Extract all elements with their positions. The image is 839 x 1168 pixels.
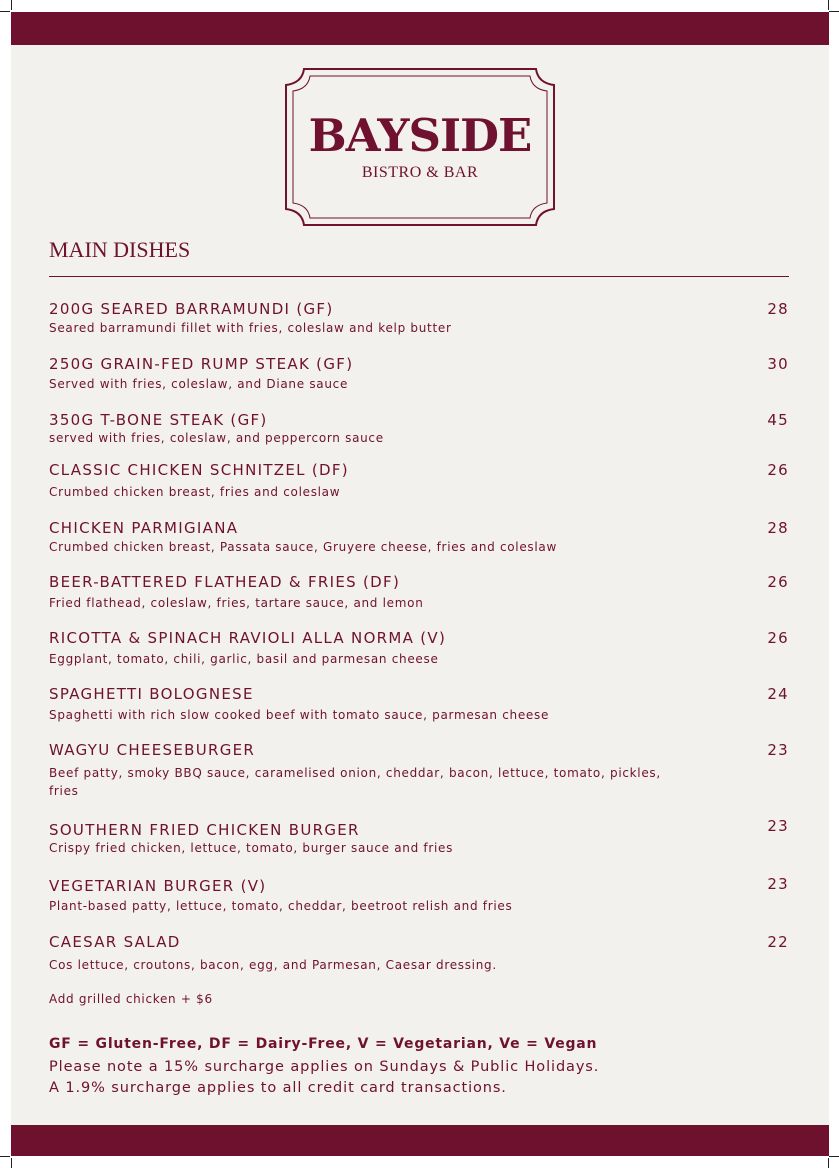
- section-title: MAIN DISHES: [49, 237, 191, 262]
- item-name: 350G T-BONE STEAK (GF): [49, 411, 268, 429]
- item-name: BEER-BATTERED FLATHEAD & FRIES (DF): [49, 573, 401, 591]
- item-price: 24: [767, 685, 789, 703]
- crop-mark: [0, 11, 10, 12]
- item-description: Crispy fried chicken, lettuce, tomato, burger sauce and fries: [49, 841, 454, 855]
- item-price: 26: [767, 629, 789, 647]
- item-name: CAESAR SALAD: [49, 933, 181, 951]
- bottom-band: [11, 1125, 829, 1156]
- crop-mark: [829, 1156, 839, 1157]
- item-price: 23: [767, 741, 789, 759]
- item-description: Seared barramundi fillet with fries, coleslaw and kelp butter: [49, 321, 452, 335]
- item-price: 28: [767, 300, 789, 318]
- item-name: CHICKEN PARMIGIANA: [49, 519, 239, 537]
- crop-mark: [11, 1158, 12, 1168]
- item-name: WAGYU CHEESEBURGER: [49, 741, 256, 759]
- item-price: 26: [767, 461, 789, 479]
- item-name: 200G SEARED BARRAMUNDI (GF): [49, 300, 334, 318]
- item-description: Crumbed chicken breast, fries and coleslaw: [49, 485, 341, 499]
- item-description: Served with fries, coleslaw, and Diane sauce: [49, 377, 349, 391]
- item-description: Beef patty, smoky BBQ sauce, caramelised onion, cheddar, bacon, lettuce, tomato, pickles, fries: [49, 766, 661, 798]
- item-price: 23: [767, 817, 789, 835]
- item-price: 45: [767, 411, 789, 429]
- crop-mark: [828, 0, 829, 10]
- item-description: Plant-based patty, lettuce, tomato, cheddar, beetroot relish and fries: [49, 899, 513, 913]
- item-price: 30: [767, 355, 789, 373]
- item-name: 250G GRAIN-FED RUMP STEAK (GF): [49, 355, 354, 373]
- item-price: 28: [767, 519, 789, 537]
- item-description: Spaghetti with rich slow cooked beef with tomato sauce, parmesan cheese: [49, 708, 550, 722]
- surcharge-note: Please note a 15% surcharge applies on Sundays & Public Holidays.: [49, 1059, 600, 1075]
- item-description: Crumbed chicken breast, Passata sauce, Gruyere cheese, fries and coleslaw: [49, 540, 557, 554]
- item-name: VEGETARIAN BURGER (V): [49, 877, 267, 895]
- item-description: served with fries, coleslaw, and peppercorn sauce: [49, 431, 384, 445]
- item-description: Cos lettuce, croutons, bacon, egg, and Parmesan, Caesar dressing.: [49, 958, 497, 972]
- item-name: SPAGHETTI BOLOGNESE: [49, 685, 254, 703]
- card-surcharge-note: A 1.9% surcharge applies to all credit card transactions.: [49, 1080, 507, 1096]
- item-description: Eggplant, tomato, chili, garlic, basil and parmesan cheese: [49, 652, 439, 666]
- item-price: 23: [767, 875, 789, 893]
- section-divider: [49, 276, 789, 277]
- item-name: SOUTHERN FRIED CHICKEN BURGER: [49, 821, 360, 839]
- crop-mark: [11, 0, 12, 10]
- item-price: 22: [767, 933, 789, 951]
- brand-name: BAYSIDE: [308, 109, 532, 162]
- dietary-legend: GF = Gluten-Free, DF = Dairy-Free, V = Vegetarian, Ve = Vegan: [49, 1036, 598, 1052]
- item-name: CLASSIC CHICKEN SCHNITZEL (DF): [49, 461, 349, 479]
- crop-mark: [0, 1156, 10, 1157]
- top-band: [11, 12, 829, 45]
- crop-mark: [828, 1158, 829, 1168]
- item-description: Fried flathead, coleslaw, fries, tartare sauce, and lemon: [49, 596, 424, 610]
- crop-mark: [829, 11, 839, 12]
- item-name: RICOTTA & SPINACH RAVIOLI ALLA NORMA (V): [49, 629, 447, 647]
- addon-note: Add grilled chicken + $6: [49, 992, 213, 1006]
- brand-tagline: BISTRO & BAR: [361, 164, 479, 181]
- item-price: 26: [767, 573, 789, 591]
